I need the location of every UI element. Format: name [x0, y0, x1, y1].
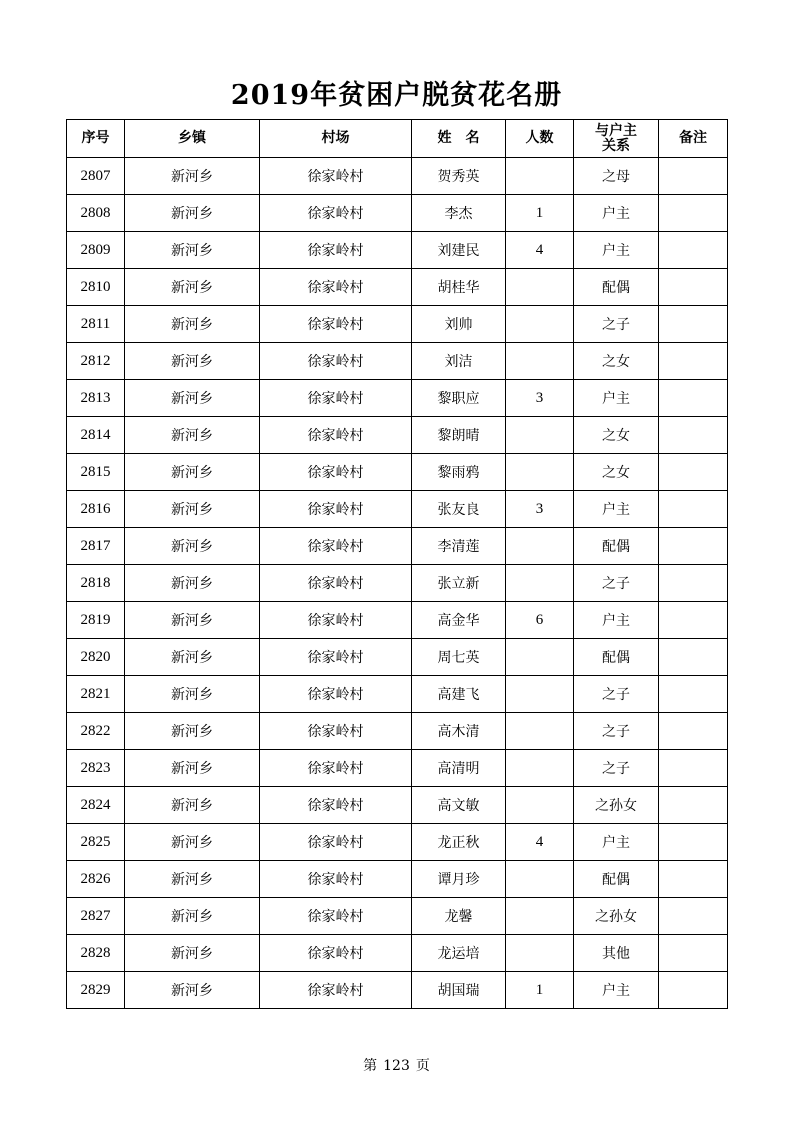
cell-town: 新河乡	[125, 676, 260, 713]
table-row	[67, 972, 728, 1009]
cell-relation: 配偶	[574, 861, 659, 898]
cell-village: 徐家岭村	[260, 343, 412, 380]
cell-village: 徐家岭村	[260, 602, 412, 639]
cell-village: 徐家岭村	[260, 824, 412, 861]
table-row	[67, 528, 728, 565]
cell-relation: 户主	[574, 380, 659, 417]
cell-seq: 2822	[67, 713, 125, 750]
cell-name: 胡国瑞	[412, 972, 506, 1009]
table-row	[67, 898, 728, 935]
cell-remark	[659, 343, 728, 380]
header-remark: 备注	[659, 120, 728, 158]
table-row	[67, 787, 728, 824]
cell-seq: 2827	[67, 898, 125, 935]
cell-name: 龙馨	[412, 898, 506, 935]
cell-village: 徐家岭村	[260, 750, 412, 787]
header-town: 乡镇	[125, 120, 260, 158]
cell-village: 徐家岭村	[260, 528, 412, 565]
cell-remark	[659, 491, 728, 528]
cell-village: 徐家岭村	[260, 195, 412, 232]
cell-remark	[659, 158, 728, 195]
header-village: 村场	[260, 120, 412, 158]
cell-relation: 之子	[574, 750, 659, 787]
table-row	[67, 306, 728, 343]
cell-relation: 之女	[574, 343, 659, 380]
cell-seq: 2814	[67, 417, 125, 454]
cell-village: 徐家岭村	[260, 158, 412, 195]
cell-name: 高金华	[412, 602, 506, 639]
cell-village: 徐家岭村	[260, 454, 412, 491]
cell-remark	[659, 380, 728, 417]
cell-town: 新河乡	[125, 195, 260, 232]
cell-name: 李杰	[412, 195, 506, 232]
table-row	[67, 935, 728, 972]
cell-count: 4	[506, 232, 574, 269]
cell-village: 徐家岭村	[260, 898, 412, 935]
cell-name: 高清明	[412, 750, 506, 787]
table-row	[67, 343, 728, 380]
header-row	[67, 120, 728, 158]
cell-remark	[659, 639, 728, 676]
footer-prefix: 第	[363, 1058, 378, 1074]
cell-village: 徐家岭村	[260, 676, 412, 713]
cell-count	[506, 269, 574, 306]
cell-remark	[659, 676, 728, 713]
cell-town: 新河乡	[125, 306, 260, 343]
cell-name: 张立新	[412, 565, 506, 602]
cell-town: 新河乡	[125, 898, 260, 935]
cell-remark	[659, 602, 728, 639]
cell-name: 刘帅	[412, 306, 506, 343]
cell-seq: 2818	[67, 565, 125, 602]
cell-remark	[659, 232, 728, 269]
table-row	[67, 861, 728, 898]
header-relation-line1: 与户主	[595, 122, 637, 139]
cell-seq: 2824	[67, 787, 125, 824]
cell-remark	[659, 898, 728, 935]
cell-name: 李清莲	[412, 528, 506, 565]
cell-village: 徐家岭村	[260, 787, 412, 824]
cell-name: 刘洁	[412, 343, 506, 380]
cell-remark	[659, 528, 728, 565]
table-row	[67, 158, 728, 195]
cell-count	[506, 528, 574, 565]
cell-remark	[659, 565, 728, 602]
cell-village: 徐家岭村	[260, 269, 412, 306]
cell-town: 新河乡	[125, 713, 260, 750]
cell-relation: 户主	[574, 195, 659, 232]
cell-relation: 配偶	[574, 639, 659, 676]
cell-town: 新河乡	[125, 750, 260, 787]
cell-seq: 2809	[67, 232, 125, 269]
cell-relation: 之孙女	[574, 787, 659, 824]
table-row	[67, 454, 728, 491]
cell-town: 新河乡	[125, 343, 260, 380]
cell-town: 新河乡	[125, 232, 260, 269]
cell-seq: 2819	[67, 602, 125, 639]
cell-town: 新河乡	[125, 565, 260, 602]
cell-village: 徐家岭村	[260, 380, 412, 417]
table-row	[67, 380, 728, 417]
cell-name: 龙运培	[412, 935, 506, 972]
cell-town: 新河乡	[125, 158, 260, 195]
cell-name: 黎雨鸦	[412, 454, 506, 491]
cell-village: 徐家岭村	[260, 232, 412, 269]
cell-name: 黎职应	[412, 380, 506, 417]
cell-count: 3	[506, 380, 574, 417]
cell-count	[506, 713, 574, 750]
cell-relation: 之子	[574, 713, 659, 750]
cell-seq: 2829	[67, 972, 125, 1009]
footer-suffix: 页	[415, 1058, 430, 1074]
cell-count	[506, 898, 574, 935]
cell-name: 张友良	[412, 491, 506, 528]
cell-remark	[659, 824, 728, 861]
cell-seq: 2826	[67, 861, 125, 898]
cell-name: 高木清	[412, 713, 506, 750]
cell-seq: 2812	[67, 343, 125, 380]
cell-town: 新河乡	[125, 639, 260, 676]
cell-town: 新河乡	[125, 454, 260, 491]
table-row	[67, 750, 728, 787]
table-row	[67, 417, 728, 454]
footer-page-number: 123	[383, 1058, 410, 1074]
cell-relation: 之女	[574, 454, 659, 491]
table-row	[67, 824, 728, 861]
cell-count: 1	[506, 195, 574, 232]
cell-count	[506, 343, 574, 380]
cell-seq: 2808	[67, 195, 125, 232]
cell-name: 周七英	[412, 639, 506, 676]
cell-town: 新河乡	[125, 380, 260, 417]
cell-relation: 户主	[574, 491, 659, 528]
table-row	[67, 491, 728, 528]
header-relation	[574, 120, 659, 158]
cell-count: 3	[506, 491, 574, 528]
table-row	[67, 195, 728, 232]
cell-town: 新河乡	[125, 861, 260, 898]
cell-remark	[659, 750, 728, 787]
cell-relation: 配偶	[574, 269, 659, 306]
table-row	[67, 269, 728, 306]
cell-town: 新河乡	[125, 528, 260, 565]
cell-town: 新河乡	[125, 269, 260, 306]
cell-name: 贺秀英	[412, 158, 506, 195]
page-footer	[0, 1055, 793, 1075]
cell-relation: 户主	[574, 232, 659, 269]
roster-table	[66, 119, 728, 1009]
cell-village: 徐家岭村	[260, 306, 412, 343]
page-title: 2019年贫困户脱贫花名册	[230, 80, 563, 111]
cell-town: 新河乡	[125, 787, 260, 824]
cell-count	[506, 306, 574, 343]
table-body	[67, 158, 728, 1009]
cell-name: 刘建民	[412, 232, 506, 269]
cell-village: 徐家岭村	[260, 417, 412, 454]
cell-remark	[659, 713, 728, 750]
cell-relation: 户主	[574, 972, 659, 1009]
cell-remark	[659, 195, 728, 232]
cell-village: 徐家岭村	[260, 972, 412, 1009]
header-relation-line2: 关系	[602, 137, 630, 154]
cell-seq: 2828	[67, 935, 125, 972]
cell-relation: 其他	[574, 935, 659, 972]
cell-remark	[659, 306, 728, 343]
cell-town: 新河乡	[125, 972, 260, 1009]
cell-name: 胡桂华	[412, 269, 506, 306]
cell-seq: 2810	[67, 269, 125, 306]
header-count: 人数	[506, 120, 574, 158]
cell-town: 新河乡	[125, 417, 260, 454]
cell-town: 新河乡	[125, 824, 260, 861]
cell-relation: 之女	[574, 417, 659, 454]
cell-relation: 配偶	[574, 528, 659, 565]
cell-name: 高文敏	[412, 787, 506, 824]
cell-remark	[659, 269, 728, 306]
cell-seq: 2825	[67, 824, 125, 861]
cell-seq: 2815	[67, 454, 125, 491]
cell-name: 黎朗晴	[412, 417, 506, 454]
cell-count	[506, 158, 574, 195]
cell-count	[506, 417, 574, 454]
cell-name: 谭月珍	[412, 861, 506, 898]
cell-seq: 2816	[67, 491, 125, 528]
cell-name: 龙正秋	[412, 824, 506, 861]
table-header	[67, 120, 728, 158]
table-row	[67, 232, 728, 269]
cell-village: 徐家岭村	[260, 861, 412, 898]
cell-relation: 之子	[574, 676, 659, 713]
cell-remark	[659, 454, 728, 491]
cell-relation: 之孙女	[574, 898, 659, 935]
cell-village: 徐家岭村	[260, 935, 412, 972]
cell-seq: 2813	[67, 380, 125, 417]
cell-count	[506, 639, 574, 676]
cell-count	[506, 787, 574, 824]
cell-village: 徐家岭村	[260, 565, 412, 602]
cell-town: 新河乡	[125, 602, 260, 639]
table-row	[67, 565, 728, 602]
cell-count	[506, 676, 574, 713]
cell-remark	[659, 972, 728, 1009]
cell-name: 高建飞	[412, 676, 506, 713]
cell-count	[506, 565, 574, 602]
cell-count: 1	[506, 972, 574, 1009]
table-row	[67, 639, 728, 676]
cell-seq: 2821	[67, 676, 125, 713]
cell-count	[506, 861, 574, 898]
cell-count: 6	[506, 602, 574, 639]
cell-relation: 户主	[574, 824, 659, 861]
cell-seq: 2807	[67, 158, 125, 195]
cell-relation: 之子	[574, 565, 659, 602]
cell-village: 徐家岭村	[260, 639, 412, 676]
cell-relation: 之母	[574, 158, 659, 195]
cell-remark	[659, 861, 728, 898]
cell-seq: 2823	[67, 750, 125, 787]
cell-seq: 2820	[67, 639, 125, 676]
table-row	[67, 713, 728, 750]
cell-town: 新河乡	[125, 491, 260, 528]
cell-seq: 2811	[67, 306, 125, 343]
cell-count	[506, 750, 574, 787]
table-row	[67, 602, 728, 639]
cell-count	[506, 935, 574, 972]
cell-seq: 2817	[67, 528, 125, 565]
cell-remark	[659, 787, 728, 824]
cell-remark	[659, 417, 728, 454]
header-name: 姓 名	[412, 120, 506, 158]
cell-village: 徐家岭村	[260, 491, 412, 528]
cell-relation: 之子	[574, 306, 659, 343]
cell-count	[506, 454, 574, 491]
cell-remark	[659, 935, 728, 972]
cell-town: 新河乡	[125, 935, 260, 972]
cell-village: 徐家岭村	[260, 713, 412, 750]
cell-relation: 户主	[574, 602, 659, 639]
cell-count: 4	[506, 824, 574, 861]
header-seq: 序号	[67, 120, 125, 158]
table-row	[67, 676, 728, 713]
